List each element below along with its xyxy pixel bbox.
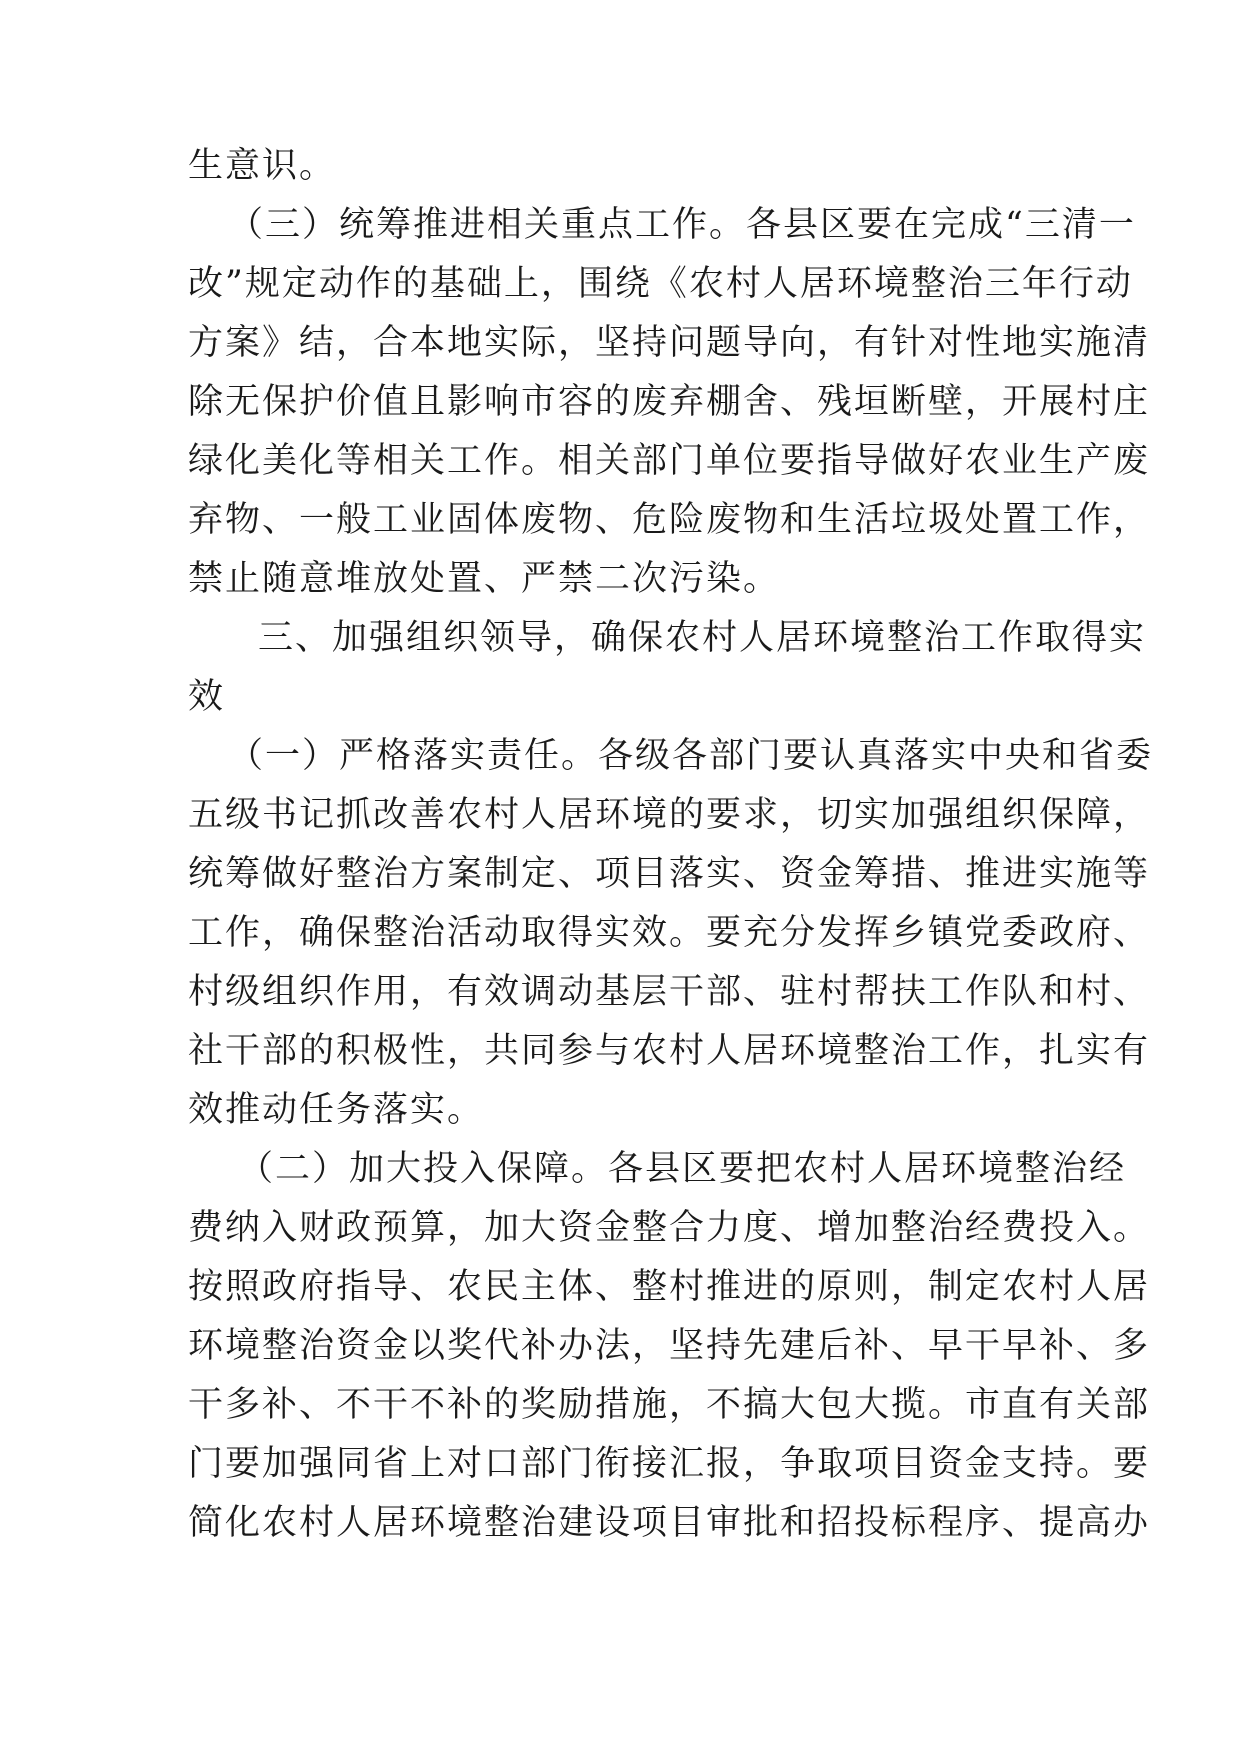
text-line-24: 简化农村人居环境整治建设项目审批和招投标程序、提高办 (188, 1503, 1151, 1543)
text-line-5: 除无保护价值且影响市容的废弃棚舍、残垣断壁，开展村庄 (188, 382, 1151, 422)
text-line-15: 村级组织作用，有效调动基层干部、驻村帮扶工作队和村、 (188, 972, 1151, 1012)
text-line-1: 生意识。 (188, 146, 337, 186)
text-line-22: 干多补、不干不补的奖励措施，不搞大包大揽。市直有关部 (188, 1385, 1151, 1425)
text-line-18: （二）加大投入保障。各县区要把农村人居环境整治经 (238, 1149, 1127, 1189)
text-line-8: 禁止随意堆放处置、严禁二次污染。 (188, 559, 781, 599)
text-line-6: 绿化美化等相关工作。相关部门单位要指导做好农业生产废 (188, 441, 1151, 481)
text-line-12: 五级书记抓改善农村人居环境的要求，切实加强组织保障， (188, 795, 1151, 835)
text-line-23: 门要加强同省上对口部门衔接汇报，争取项目资金支持。要 (188, 1444, 1151, 1484)
section-heading-3-continued: 效 (188, 677, 226, 717)
text-line-21: 环境整治资金以奖代补办法，坚持先建后补、早干早补、多 (188, 1326, 1151, 1366)
text-line-16: 社干部的积极性，共同参与农村人居环境整治工作，扎实有 (188, 1031, 1151, 1071)
text-line-7: 弃物、一般工业固体废物、危险废物和生活垃圾处置工作， (188, 500, 1151, 540)
text-line-19: 费纳入财政预算，加大资金整合力度、增加整治经费投入。 (188, 1208, 1151, 1248)
text-line-4: 方案》结，合本地实际，坚持问题导向，有针对性地实施清 (188, 323, 1151, 363)
text-line-2: （三）统筹推进相关重点工作。各县区要在完成“三清一 (228, 205, 1136, 245)
text-line-17: 效推动任务落实。 (188, 1090, 485, 1130)
text-line-20: 按照政府指导、农民主体、整村推进的原则，制定农村人居 (188, 1267, 1151, 1307)
text-line-13: 统筹做好整治方案制定、项目落实、资金筹措、推进实施等 (188, 854, 1151, 894)
text-line-14: 工作，确保整治活动取得实效。要充分发挥乡镇党委政府、 (188, 913, 1151, 953)
text-line-11: （一）严格落实责任。各级各部门要认真落实中央和省委 (228, 736, 1154, 776)
section-heading-3: 三、加强组织领导，确保农村人居环境整治工作取得实 (258, 618, 1147, 658)
text-line-3: 改”规定动作的基础上，围绕《农村人居环境整治三年行动 (188, 264, 1133, 304)
